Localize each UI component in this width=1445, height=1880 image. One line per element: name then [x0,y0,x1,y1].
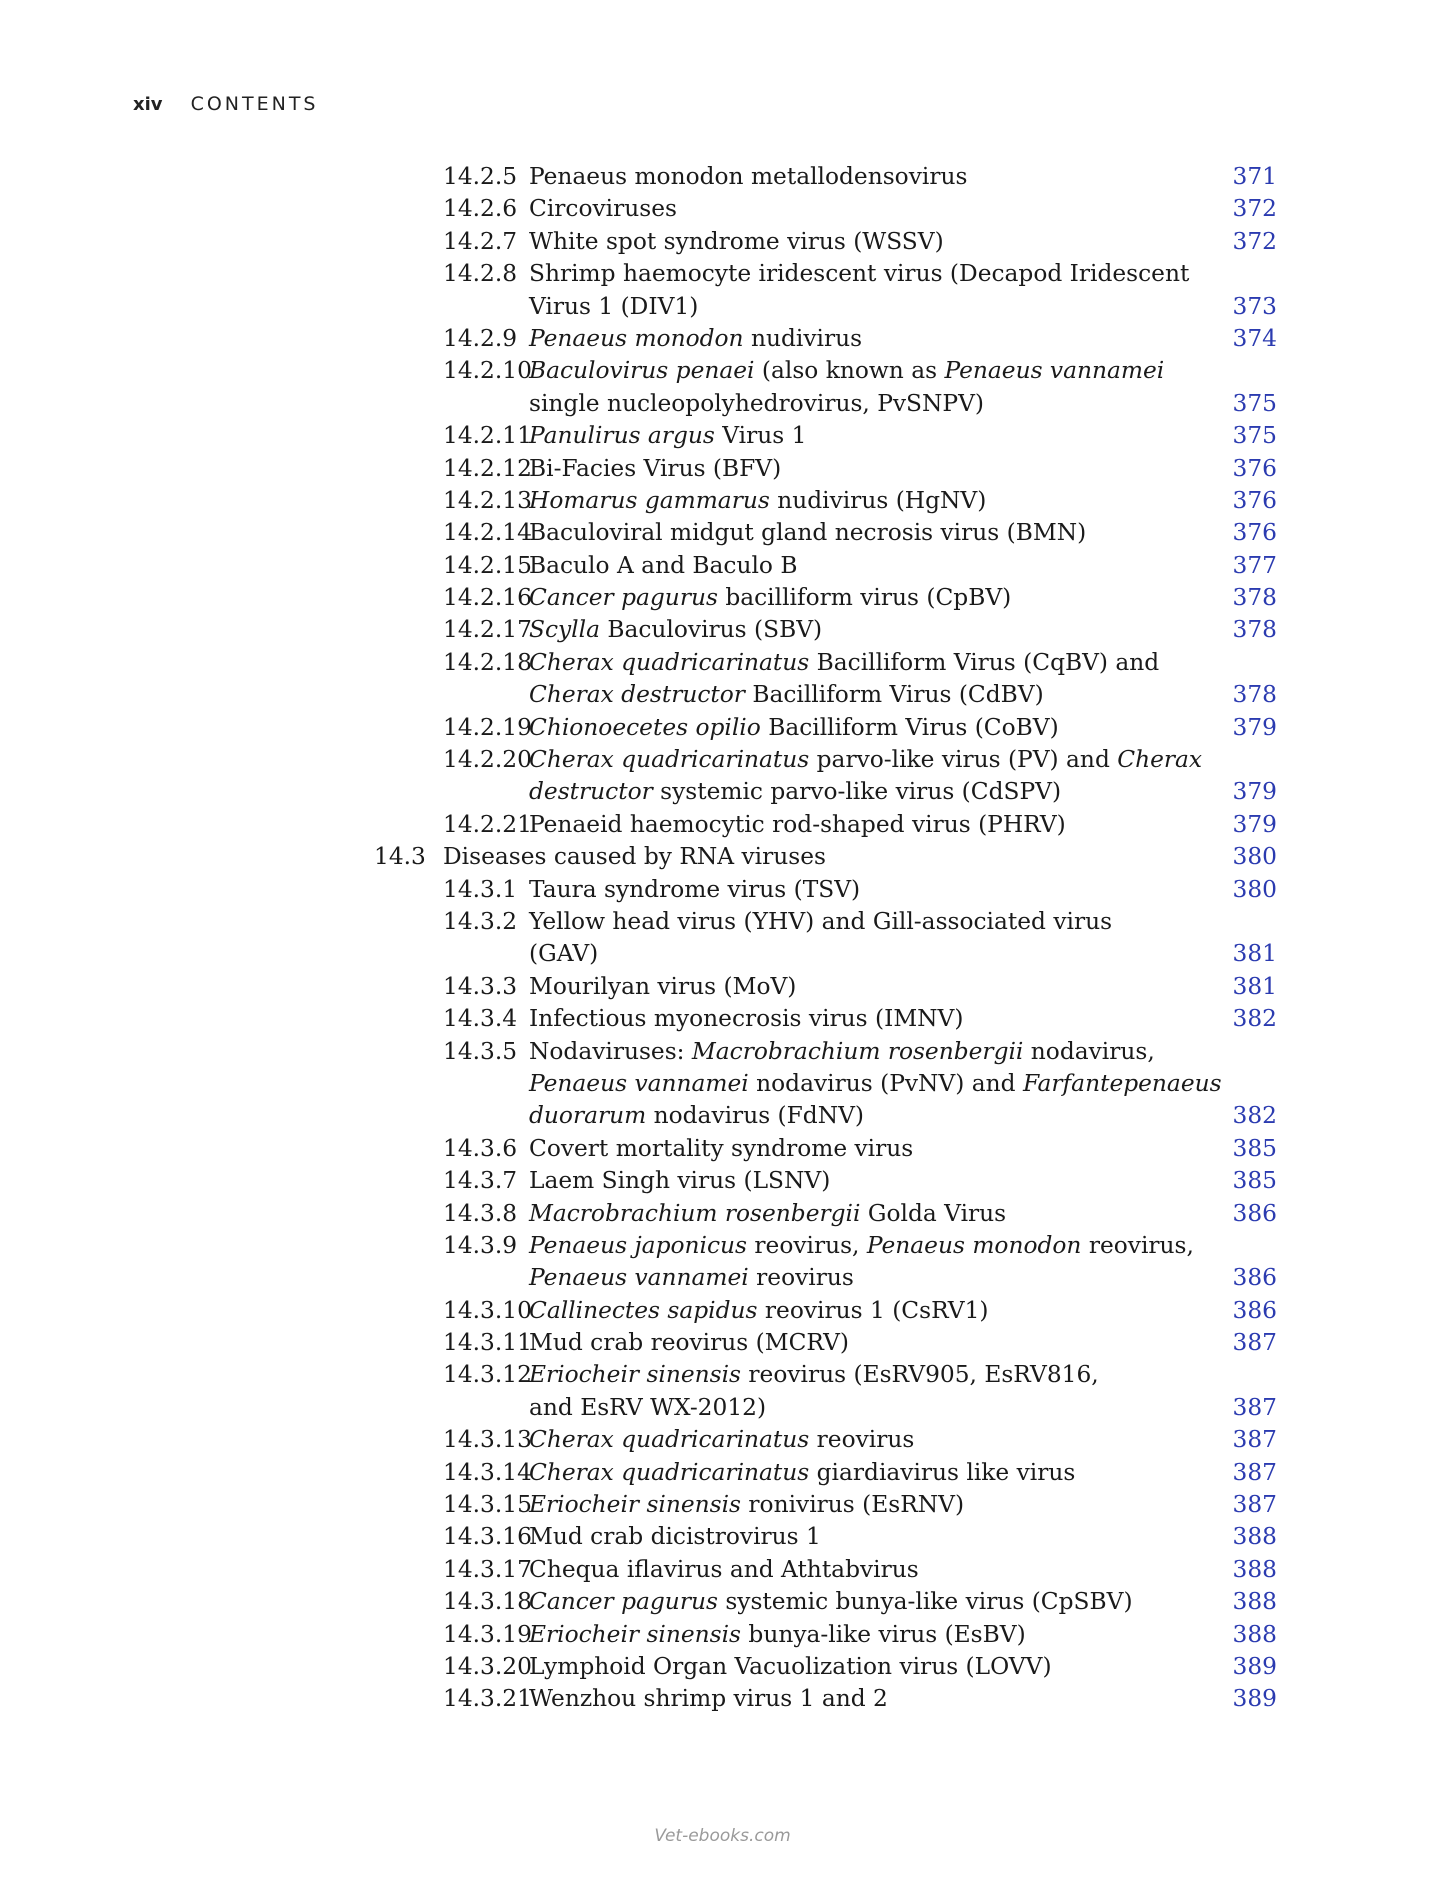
title-segment: White spot syndrome virus (WSSV) [529,227,944,255]
title-segment: Mourilyan virus (MoV) [529,972,797,1000]
toc-entry [0,453,1445,485]
toc-entry-title [529,420,806,452]
toc-entry-title [529,323,862,355]
title-segment: Laem Singh virus (LSNV) [529,1167,831,1195]
title-segment: nodavirus, [1023,1037,1155,1065]
toc-entry-number: 14.2.10 [443,357,532,385]
title-segment: Baculovirus (SBV) [599,616,823,644]
toc-entry-number: 14.2.8 [443,260,518,288]
toc-entry-number: 14.3.12 [443,1361,532,1389]
toc-page-link[interactable]: 376 [1232,519,1277,547]
title-italic-segment: Cherax quadricarinatus [529,746,810,774]
toc-page-link[interactable]: 379 [1232,810,1277,838]
toc-entry-continuation [0,1262,1445,1294]
toc-entry-number: 14.3.18 [443,1588,532,1616]
toc-entry-number: 14.3.4 [443,1005,518,1033]
toc-entry-number: 14.3.7 [443,1167,518,1195]
title-segment: nodavirus (FdNV) [646,1102,865,1130]
toc-entry-continuation [0,679,1445,711]
toc-entry-title [529,1424,914,1456]
title-segment: Mud crab dicistrovirus 1 [529,1523,821,1551]
toc-page-link[interactable]: 388 [1232,1588,1277,1616]
toc-page-link[interactable]: 374 [1232,324,1277,352]
toc-page-link[interactable]: 375 [1232,389,1277,417]
title-italic-segment: Eriocheir sinensis [529,1361,742,1389]
toc-entry [0,1683,1445,1715]
toc-entry-number: 14.3.15 [443,1491,532,1519]
toc-entry-continuation [0,1068,1445,1100]
title-segment: Baculoviral midgut gland necrosis virus (BMN) [529,519,1087,547]
toc-entry [0,582,1445,614]
toc-entry-title [529,1327,849,1359]
toc-entry-title [529,550,797,582]
toc-entry [0,1651,1445,1683]
toc-entry [0,485,1445,517]
toc-entry [0,1457,1445,1489]
toc-entry-title [443,841,826,873]
title-segment: Chequa iflavirus and Athtabvirus [529,1555,919,1583]
title-segment: (GAV) [529,940,599,968]
toc-page-link[interactable]: 389 [1232,1652,1277,1680]
title-italic-segment: Penaeus vannamei [529,1264,749,1292]
title-segment: Virus 1 [714,422,807,450]
title-italic-segment: Penaeus japonicus [529,1231,747,1259]
toc-entry-title [529,1392,766,1424]
toc-page-link[interactable]: 387 [1232,1491,1277,1519]
title-segment: reovirus [809,1426,915,1454]
toc-entry [0,906,1445,938]
title-segment: giardiavirus like virus [809,1458,1076,1486]
toc-page-link[interactable]: 387 [1232,1329,1277,1357]
title-italic-segment: Eriocheir sinensis [529,1620,742,1648]
toc-page-link[interactable]: 387 [1232,1393,1277,1421]
toc-entry-title [529,1295,989,1327]
running-header [133,89,319,119]
toc-entry [0,1295,1445,1327]
toc-entry-number: 14.3.21 [443,1685,532,1713]
toc-entry-continuation [0,388,1445,420]
toc-entry-title [529,453,781,485]
toc-page-link[interactable]: 380 [1232,843,1277,871]
table-of-contents [0,161,1445,1716]
title-italic-segment: Scylla [529,616,600,644]
toc-page-link[interactable]: 379 [1232,713,1277,741]
toc-entry-title [529,776,1061,808]
toc-page-link[interactable]: 388 [1232,1620,1277,1648]
toc-entry-title [529,1683,888,1715]
title-italic-segment: Macrobrachium rosenbergii [691,1037,1024,1065]
title-segment: Yellow head virus (YHV) and Gill-associated virus [529,907,1113,935]
toc-entry-number: 14.2.18 [443,648,532,676]
title-italic-segment: Macrobrachium rosenbergii [529,1199,861,1227]
toc-page-link[interactable]: 381 [1232,972,1277,1000]
title-segment: Diseases caused by RNA viruses [443,843,826,871]
toc-entry-number: 14.2.15 [443,551,532,579]
title-segment: systemic parvo-like virus (CdSPV) [652,778,1062,806]
toc-page-link[interactable]: 376 [1232,486,1277,514]
toc-entry-title [529,485,986,517]
title-segment: reovirus, [1081,1231,1194,1259]
toc-entry [0,1554,1445,1586]
toc-entry-title [529,517,1086,549]
toc-page-link[interactable]: 386 [1232,1264,1277,1292]
title-italic-segment: Cherax quadricarinatus [529,1426,810,1454]
toc-entry-title [529,1586,1133,1618]
title-segment: Penaeus monodon metallodensovirus [529,163,968,190]
toc-page-link[interactable]: 380 [1232,875,1277,903]
toc-entry [0,161,1445,193]
toc-entry-number: 14.3.17 [443,1555,532,1583]
toc-entry-title [529,1262,854,1294]
toc-entry [0,1003,1445,1035]
toc-entry-title [529,1619,1026,1651]
toc-entry [0,1133,1445,1165]
title-italic-segment: Penaeus vannamei [529,1069,749,1097]
toc-entry-title [529,226,944,258]
title-segment: bacilliform virus (CpBV) [717,584,1012,612]
title-italic-segment: Cherax quadricarinatus [529,1458,810,1486]
toc-entry-number: 14.3.6 [443,1134,518,1162]
title-segment: Lymphoid Organ Vacuolization virus (LOVV) [529,1652,1052,1680]
toc-entry-number: 14.3.2 [443,907,518,935]
toc-entry-title [529,744,1202,776]
title-italic-segment: Cancer pagurus [529,584,718,612]
title-segment: Mud crab reovirus (MCRV) [529,1329,850,1357]
toc-page-link[interactable]: 382 [1232,1102,1277,1130]
toc-entry-title [529,355,1164,387]
toc-entry-title [529,582,1011,614]
title-segment: reovirus (EsRV905, EsRV816, [741,1361,1099,1389]
toc-entry-title [529,1359,1099,1391]
toc-entry [0,1586,1445,1618]
title-italic-segment: Cherax [1117,746,1203,774]
toc-entry-number: 14.3.19 [443,1620,532,1648]
toc-entry-title [529,1651,1052,1683]
toc-page-link[interactable]: 387 [1232,1458,1277,1486]
title-italic-segment: Penaeus vannamei [944,357,1165,385]
title-italic-segment: Penaeus monodon [529,324,744,352]
title-segment: nodavirus (PvNV) and [748,1069,1023,1097]
title-segment: Penaeid haemocytic rod-shaped virus (PHRV) [529,810,1066,838]
title-segment: Bi-Facies Virus (BFV) [529,454,782,482]
title-segment: bunya-like virus (EsBV) [741,1620,1026,1648]
toc-entry [0,193,1445,225]
title-segment: Baculo A and Baculo B [529,551,798,579]
title-italic-segment: Cherax quadricarinatus [529,648,810,676]
toc-entry-title [529,938,598,970]
toc-page-link[interactable]: 386 [1232,1199,1277,1227]
toc-entry [0,712,1445,744]
toc-entry [0,841,1445,873]
toc-entry [0,517,1445,549]
toc-page-link[interactable]: 387 [1232,1426,1277,1454]
toc-page-link[interactable]: 389 [1232,1685,1277,1713]
toc-entry-title [529,1003,963,1035]
title-segment: Circoviruses [529,195,677,223]
toc-entry-title [529,874,860,906]
toc-entry [0,1359,1445,1391]
title-italic-segment: Homarus gammarus [529,486,770,514]
toc-entry-title [529,712,1059,744]
toc-entry-title [529,193,677,225]
toc-entry-title [529,1554,919,1586]
toc-entry-title [529,161,967,193]
title-segment: reovirus 1 (CsRV1) [757,1296,989,1324]
toc-entry-title [529,809,1066,841]
toc-entry-title [529,1230,1194,1262]
toc-entry [0,1489,1445,1521]
toc-page-link[interactable]: 378 [1232,616,1277,644]
toc-entry [0,647,1445,679]
title-italic-segment: destructor [529,778,653,806]
toc-entry [0,226,1445,258]
toc-entry-title [529,258,1189,290]
toc-entry [0,1327,1445,1359]
toc-entry-number: 14.3.10 [443,1296,532,1324]
toc-entry-continuation [0,1100,1445,1132]
toc-entry-continuation [0,938,1445,970]
toc-entry-number: 14.2.17 [443,616,532,644]
toc-entry-title [529,1489,964,1521]
title-segment: systemic bunya-like virus (CpSBV) [717,1588,1133,1616]
toc-entry-number: 14.2.9 [443,324,518,352]
toc-entry-number: 14.3.11 [443,1329,532,1357]
toc-entry-number: 14.3.16 [443,1523,532,1551]
toc-entry-title [529,1036,1155,1068]
title-italic-segment: Penaeus monodon [866,1231,1082,1259]
title-segment: Taura syndrome virus (TSV) [529,875,861,903]
title-segment: Virus 1 (DIV1) [529,292,699,320]
toc-page-link[interactable]: 371 [1232,163,1277,190]
title-segment: single nucleopolyhedrovirus, PvSNPV) [529,389,984,417]
toc-entry [0,1521,1445,1553]
running-title: CONTENTS [190,93,319,115]
toc-entry-title [529,679,1044,711]
toc-entry-number: 14.2.6 [443,195,518,223]
title-italic-segment: Eriocheir sinensis [529,1491,742,1519]
title-segment: Shrimp haemocyte iridescent virus (Decapod Iridescent [529,260,1190,288]
toc-entry [0,614,1445,646]
toc-entry-number: 14.2.7 [443,227,518,255]
toc-entry [0,1165,1445,1197]
title-italic-segment: Cancer pagurus [529,1588,718,1616]
toc-entry-title [529,1521,821,1553]
toc-page-link[interactable]: 385 [1232,1167,1277,1195]
toc-entry-title [529,1457,1075,1489]
toc-entry-title [529,614,822,646]
toc-entry-number: 14.2.14 [443,519,532,547]
toc-entry-number: 14.3.3 [443,972,518,1000]
title-segment: parvo-like virus (PV) and [809,746,1118,774]
title-segment: Golda Virus [860,1199,1007,1227]
toc-entry-continuation [0,1392,1445,1424]
title-segment: Covert mortality syndrome virus [529,1134,914,1162]
toc-entry [0,1036,1445,1068]
toc-entry [0,550,1445,582]
toc-page-link[interactable]: 377 [1232,551,1277,579]
toc-entry-number: 14.2.12 [443,454,532,482]
toc-entry-number: 14.3.13 [443,1426,532,1454]
toc-entry [0,323,1445,355]
title-italic-segment: Chionoecetes opilio [529,713,761,741]
title-italic-segment: Baculovirus penaei [529,357,755,385]
toc-page-link[interactable]: 385 [1232,1134,1277,1162]
toc-entry-title [529,906,1112,938]
toc-page-link[interactable]: 382 [1232,1005,1277,1033]
toc-entry [0,1230,1445,1262]
toc-entry [0,1424,1445,1456]
title-segment: ronivirus (EsRNV) [741,1491,965,1519]
toc-entry [0,809,1445,841]
toc-entry-number: 14.2.11 [443,422,532,450]
toc-entry-title [529,1068,1222,1100]
title-segment: Bacilliform Virus (CoBV) [760,713,1059,741]
toc-entry-number: 14.3.14 [443,1458,532,1486]
toc-entry-number: 14.2.21 [443,810,532,838]
toc-page-link[interactable]: 378 [1232,584,1277,612]
toc-entry-number: 14.3.9 [443,1231,518,1259]
title-segment: Nodaviruses: [529,1037,692,1065]
title-segment: nudivirus (HgNV) [769,486,987,514]
toc-page-link[interactable]: 372 [1232,195,1277,223]
toc-entry [0,355,1445,387]
toc-page-link[interactable]: 388 [1232,1555,1277,1583]
toc-entry [0,1619,1445,1651]
title-segment: and EsRV WX-2012) [529,1393,767,1421]
toc-entry-number: 14.2.16 [443,584,532,612]
title-italic-segment: Callinectes sapidus [529,1296,758,1324]
toc-page-link[interactable]: 378 [1232,681,1277,709]
toc-page-link[interactable]: 379 [1232,778,1277,806]
toc-entry [0,420,1445,452]
title-segment: reovirus, [746,1231,867,1259]
toc-page-link[interactable]: 388 [1232,1523,1277,1551]
toc-entry [0,744,1445,776]
page-number: xiv [133,94,163,115]
toc-entry [0,258,1445,290]
title-segment: Wenzhou shrimp virus 1 and 2 [529,1685,888,1713]
toc-entry [0,874,1445,906]
toc-entry-continuation [0,776,1445,808]
toc-entry-title [529,647,1159,679]
toc-entry-title [529,1100,864,1132]
toc-entry-continuation [0,291,1445,323]
toc-entry-number: 14.3.8 [443,1199,518,1227]
toc-entry [0,1198,1445,1230]
toc-entry-number: 14.2.13 [443,486,532,514]
toc-entry-title [529,388,984,420]
toc-entry-title [529,971,796,1003]
toc-entry-number: 14.2.5 [443,163,518,190]
toc-entry-title [529,291,698,323]
toc-entry-number: 14.3.5 [443,1037,518,1065]
toc-entry-number: 14.2.20 [443,746,532,774]
title-italic-segment: Cherax destructor [529,681,745,709]
watermark-logo: Vet-ebooks.com [654,1826,791,1846]
toc-entry-number: 14.2.19 [443,713,532,741]
title-italic-segment: Panulirus argus [529,422,715,450]
title-italic-segment: Farfantepenaeus [1022,1069,1222,1097]
toc-page-link[interactable]: 376 [1232,454,1277,482]
toc-entry-number: 14.3.1 [443,875,518,903]
toc-page-link[interactable]: 386 [1232,1296,1277,1324]
toc-entry-number: 14.3 [374,843,426,871]
toc-page-link[interactable]: 381 [1232,940,1277,968]
title-segment: (also known as [754,357,945,385]
toc-page-link[interactable]: 372 [1232,227,1277,255]
toc-entry-title [529,1198,1006,1230]
toc-entry-number: 14.3.20 [443,1652,532,1680]
toc-page-link[interactable]: 375 [1232,422,1277,450]
title-segment: Bacilliform Virus (CdBV) [744,681,1044,709]
toc-entry-title [529,1165,830,1197]
title-segment: Bacilliform Virus (CqBV) and [809,648,1160,676]
title-segment: Infectious myonecrosis virus (IMNV) [529,1005,964,1033]
title-segment: reovirus [748,1264,854,1292]
toc-entry [0,971,1445,1003]
toc-entry-title [529,1133,913,1165]
title-italic-segment: duorarum [529,1102,647,1130]
toc-page-link[interactable]: 373 [1232,292,1277,320]
title-segment: nudivirus [743,324,863,352]
